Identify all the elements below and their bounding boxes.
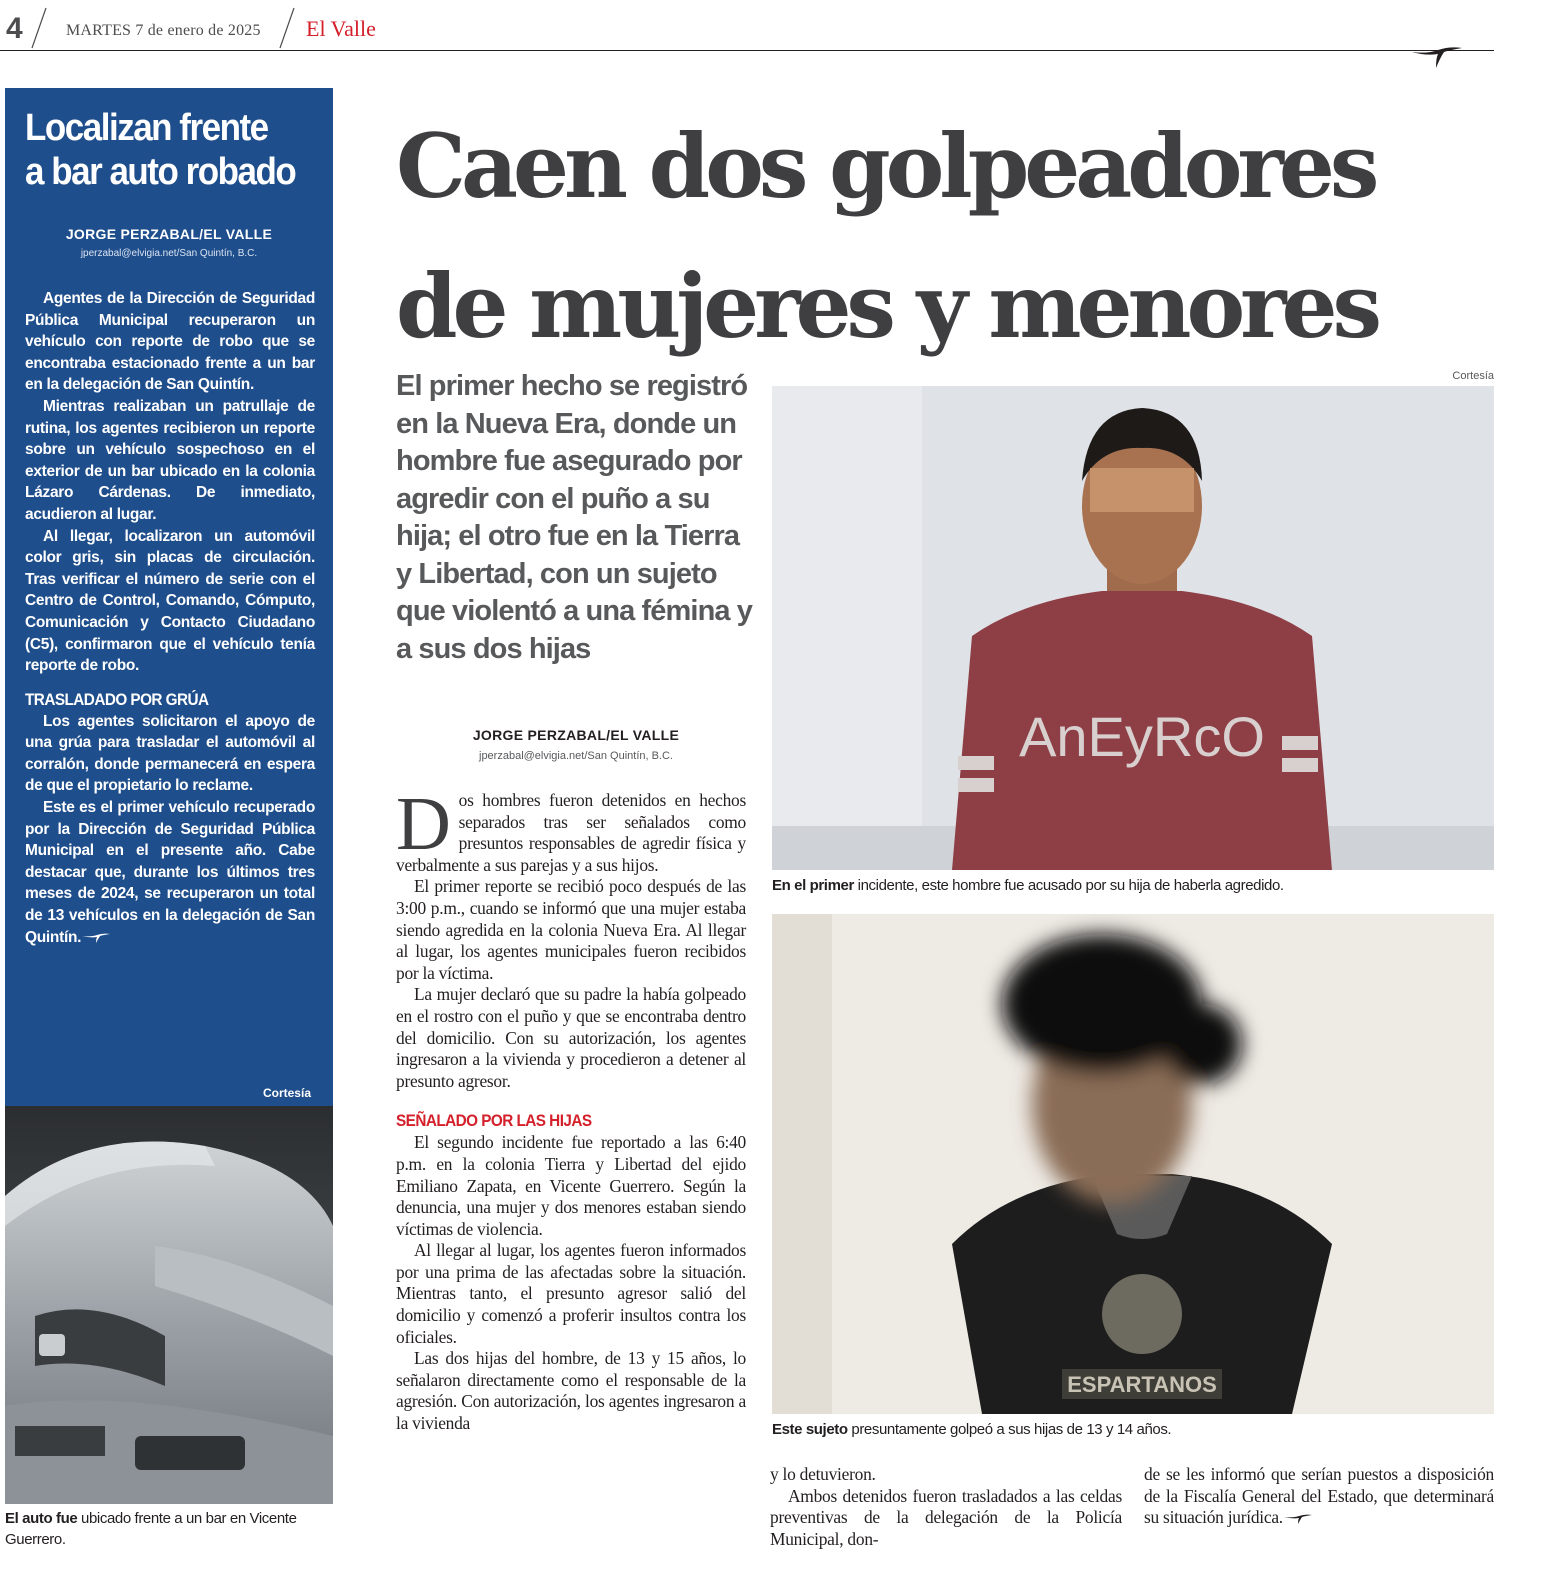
sidebar-headline	[25, 106, 301, 194]
photo-credit: Cortesía	[1452, 370, 1494, 382]
photo-2-caption	[772, 1421, 1494, 1438]
header-slash-divider	[30, 6, 48, 50]
header-rule	[0, 50, 1494, 51]
suspect-photo-1	[772, 386, 1494, 870]
publication-name: El Valle	[306, 16, 376, 41]
end-mark-bird-icon	[81, 932, 111, 944]
page-header	[0, 0, 1557, 60]
sidebar-photo-credit: Cortesía	[262, 1086, 311, 1100]
issue-date: MARTES 7 de enero de 2025	[66, 22, 261, 39]
sidebar-byline: JORGE PERZABAL/EL VALLE	[65, 226, 273, 242]
sidebar-headline-line: Localizan frente	[25, 107, 268, 149]
caption-lead: Este sujeto	[772, 1421, 848, 1438]
sidebar-body	[25, 288, 315, 948]
caption-text: ubicado frente a un bar en Vicente Guerrero.	[5, 1510, 297, 1548]
sidebar-paragraph-text: Este es el primer vehículo recuperado por la Dirección de Seguridad Pública Municipal en el presente año. Cabe destacar que, durante los últimos tres meses de 2024, se recuperaron un total de 13 vehículos en la delegación de San Quintín.	[25, 799, 315, 946]
drop-cap: D	[396, 782, 451, 866]
header-slash-divider	[278, 6, 296, 50]
caption-lead: En el primer	[772, 877, 854, 894]
article-paragraph-text: de se les informó que serían puestos a disposición de la Fiscalía General del Estado, que determinará su situación jurídica.	[1144, 1464, 1494, 1528]
car-photo-caption	[5, 1508, 335, 1550]
article-paragraph-text: os hombres fueron detenidos en hechos separados tras ser señalados como presuntos responsables de agredir física y verbalmente a sus parejas y a sus hijos.	[396, 790, 746, 875]
sidebar-story	[5, 88, 333, 1106]
face-blur	[1090, 468, 1194, 512]
article-deck: El primer hecho se registró en la Nueva Era, donde un hombre fue asegurado por agredir con el puño a su hija; el otro fue en la Tierra y Libertad, con un sujeto que violentó a una fémina y a sus dos hijas	[396, 370, 752, 665]
article-paragraph: Ambos detenidos fueron trasladados a las celdas preventivas de la delegación de la Policía Municipal, don-	[770, 1485, 1122, 1549]
article-first-paragraph	[396, 782, 746, 876]
article-subhead: SEÑALADO POR LAS HIJAS	[396, 1111, 592, 1131]
article-column-3	[1144, 1464, 1494, 1529]
caption-text: incidente, este hombre fue acusado por su hija de haberla agredido.	[853, 877, 1284, 894]
article-author-email: jperzabal@elvigia.net/San Quintín, B.C.	[479, 750, 673, 762]
sidebar-subhead: TRASLADADO POR GRÚA	[25, 689, 209, 709]
sidebar-headline-line: a bar auto robado	[25, 151, 296, 193]
sidebar-paragraph: Mientras realizaban un patrullaje de rutina, los agentes recibieron un reporte sobre un vehículo sospechoso en el exterior de un bar ubicado en la colonia Lázaro Cárdenas. De inmediato, acudieron al lugar.	[25, 397, 315, 523]
main-headline	[396, 96, 1506, 376]
bird-logo-icon	[1410, 44, 1464, 70]
suspect-photo-2	[772, 914, 1494, 1414]
article-paragraph: Al llegar al lugar, los agentes fueron informados por una prima de las afectadas sobre la situación. Mientras tanto, el presunto agresor salió del domicilio y comenzó a proferir insultos contra los oficiales.	[396, 1240, 746, 1347]
sidebar-paragraph-last	[25, 797, 315, 948]
main-headline-line: Caen dos golpeadores	[396, 114, 1375, 218]
car-photo	[5, 1106, 333, 1504]
end-mark-bird-icon	[1283, 1513, 1313, 1525]
article-column-2	[770, 1464, 1122, 1550]
article-paragraph: El primer reporte se recibió poco después de las 3:00 p.m., cuando se informó que una mujer estaba siendo agredida en la colonia Nueva Era. Al llegar al lugar, los agentes municipales fueron recibidos por la víctima.	[396, 876, 746, 983]
photo-1-caption	[772, 877, 1494, 894]
article-paragraph: y lo detuvieron.	[770, 1464, 876, 1484]
caption-text: presuntamente golpeó a sus hijas de 13 y 14 años.	[847, 1421, 1172, 1438]
sidebar-paragraph: Los agentes solicitaron el apoyo de una grúa para trasladar el automóvil al corralón, donde permanecerá en espera de que el propietario lo reclame.	[25, 712, 315, 795]
caption-lead: El auto fue	[5, 1510, 78, 1527]
shirt-print: AnEyRcO	[1019, 705, 1265, 768]
article-paragraph-last	[1144, 1464, 1494, 1529]
article-byline: JORGE PERZABAL/EL VALLE	[472, 727, 680, 743]
main-headline-line: de mujeres y menores	[396, 254, 1378, 358]
sidebar-author-email: jperzabal@elvigia.net/San Quintín, B.C.	[80, 248, 258, 259]
page-number: 4	[6, 12, 23, 45]
article-paragraph: El segundo incidente fue reportado a las 6:40 p.m. en la colonia Tierra y Libertad del ejido Emiliano Zapata, en Vicente Guerrero. Según la denuncia, una mujer y dos menores estaban siendo víctimas de violencia.	[396, 1132, 746, 1239]
article-column-1	[396, 782, 746, 1435]
sidebar-paragraph: Agentes de la Dirección de Seguridad Pública Municipal recuperaron un vehículo con reporte de robo que se encontraba estacionado frente a un bar en la delegación de San Quintín.	[25, 290, 315, 394]
sidebar-paragraph: Al llegar, localizaron un automóvil color gris, sin placas de circulación. Tras verificar el número de serie con el Centro de Control, Comando, Cómputo, Comunicación y Contacto Ciudadano (C5), confirmaron que el vehículo tenía reporte de robo.	[25, 527, 315, 675]
article-paragraph: Las dos hijas del hombre, de 13 y 15 años, lo señalaron directamente como el responsable de la agresión. Con autorización, los agentes ingresaron a la vivienda	[396, 1348, 746, 1434]
shirt-print: ESPARTANOS	[1067, 1372, 1217, 1397]
article-paragraph: La mujer declaró que su padre la había golpeado en el rostro con el puño y que se encontraba dentro del domicilio. Con su autorización, los agentes ingresaron a la vivienda y procedieron a detener al presunto agresor.	[396, 984, 746, 1091]
